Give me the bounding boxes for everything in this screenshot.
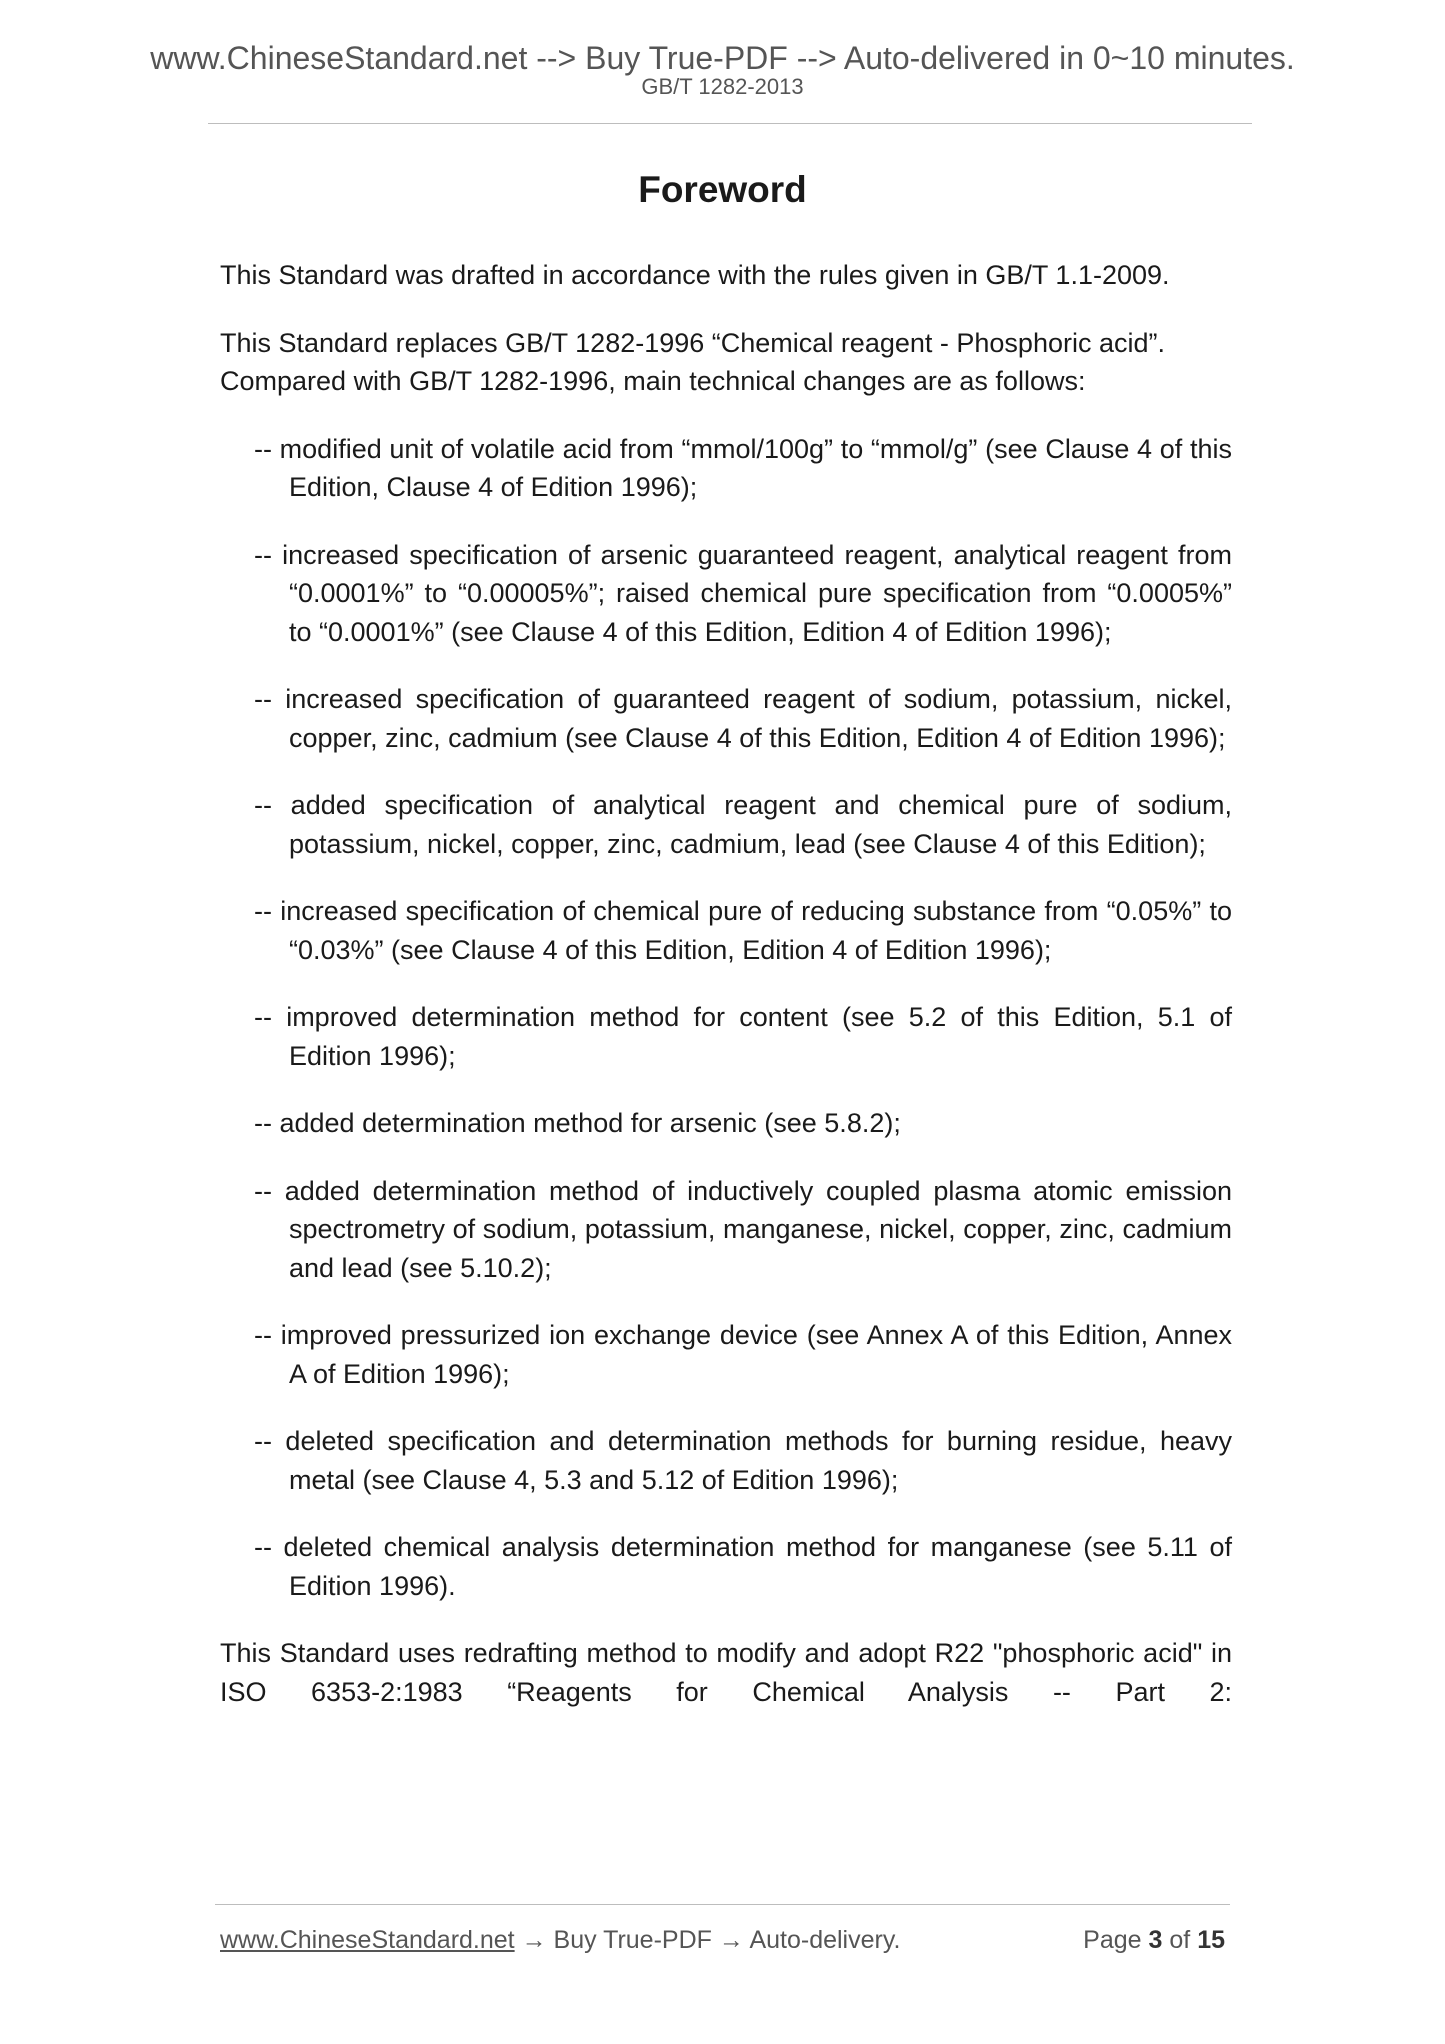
change-item: -- modified unit of volatile acid from “mmol/100g” to “mmol/g” (see Clause 4 of this Edition, Clause 4 of Edition 1996); xyxy=(254,433,1232,502)
footer-delivery-text: Auto-delivery. xyxy=(749,1926,901,1954)
change-item: -- increased specification of chemical pure of reducing substance from “0.05%” to “0.03%” (see Clause 4 of this Edition, Edition 4 of Edition 1996); xyxy=(254,896,1232,965)
current-page-number: 3 xyxy=(1148,1926,1163,1954)
change-item: -- increased specification of arsenic guaranteed reagent, analytical reagent from “0.0001%” to “0.00005%”; raised chemical pure specification from “0.0005%” to “0.0001%” (see Clause 4 of this Edition, Edition 4 of Edition 1996); xyxy=(254,539,1232,647)
paragraph-iso-adoption: This Standard uses redrafting method to modify and adopt R22 "phosphoric acid" in ISO 6353-2:1983 “Reagents for Chemical Analysis -- Part 2: xyxy=(220,1638,1232,1707)
footer-divider xyxy=(215,1904,1230,1905)
page-label: Page xyxy=(1083,1926,1142,1954)
foreword-body xyxy=(220,256,1232,1740)
arrow-right-icon: → xyxy=(718,1926,744,1954)
change-item: -- added determination method for arsenic (see 5.8.2); xyxy=(254,1108,901,1138)
footer-site-link[interactable]: www.ChineseStandard.net xyxy=(220,1926,515,1954)
top-banner: www.ChineseStandard.net --> Buy True-PDF --> Auto-delivered in 0~10 minutes. xyxy=(150,40,1295,76)
paragraph-drafting-rules: This Standard was drafted in accordance with the rules given in GB/T 1.1-2009. xyxy=(220,260,1170,290)
change-item: -- increased specification of guaranteed reagent of sodium, potassium, nickel, copper, zinc, cadmium (see Clause 4 of this Edition, Edition 4 of Edition 1996); xyxy=(254,684,1232,753)
footer-buy-text: Buy True-PDF xyxy=(553,1926,712,1954)
header-divider xyxy=(208,123,1252,124)
change-item: -- added specification of analytical reagent and chemical pure of sodium, potassium, nickel, copper, zinc, cadmium, lead (see Clause 4 of this Edition); xyxy=(254,790,1232,859)
page-title: Foreword xyxy=(638,169,807,210)
replacement-line-2: Compared with GB/T 1282-1996, main technical changes are as follows: xyxy=(220,366,1086,396)
replacement-line-1: This Standard replaces GB/T 1282-1996 “Chemical reagent - Phosphoric acid”. xyxy=(220,327,1165,358)
arrow-right-icon: → xyxy=(521,1926,547,1954)
change-item: -- deleted chemical analysis determination method for manganese (see 5.11 of Edition 1996). xyxy=(254,1532,1232,1601)
total-page-count: 15 xyxy=(1197,1926,1225,1954)
paragraph-replacement xyxy=(220,324,1232,401)
change-item: -- improved determination method for content (see 5.2 of this Edition, 5.1 of Edition 1996); xyxy=(254,1002,1232,1071)
change-item: -- deleted specification and determination methods for burning residue, heavy metal (see Clause 4, 5.3 and 5.12 of Edition 1996); xyxy=(254,1426,1232,1495)
page-indicator xyxy=(1083,1924,1225,1956)
change-item: -- improved pressurized ion exchange device (see Annex A of this Edition, Annex A of Edition 1996); xyxy=(254,1320,1232,1389)
change-item: -- added determination method of inductively coupled plasma atomic emission spectrometry of sodium, potassium, manganese, nickel, copper, zinc, cadmium and lead (see 5.10.2); xyxy=(254,1175,1232,1283)
footer-promo xyxy=(220,1924,900,1956)
standard-code: GB/T 1282-2013 xyxy=(641,74,804,99)
of-label: of xyxy=(1169,1926,1191,1954)
